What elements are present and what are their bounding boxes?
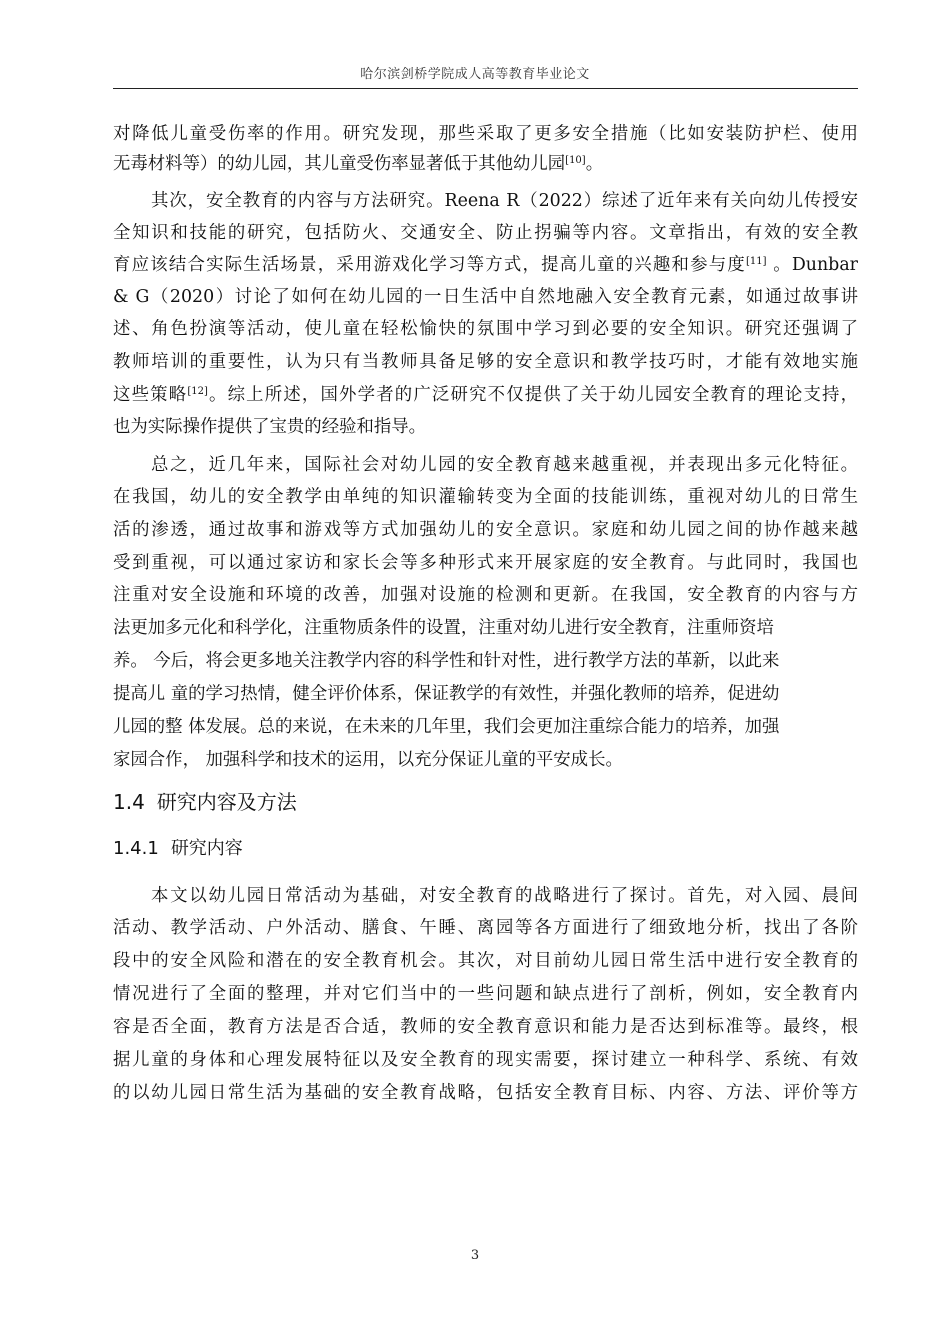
body-line: 对降低儿童受伤率的作用。研究发现，那些采取了更多安全措施（比如安装防护栏、使用 [113,124,858,144]
running-header: 哈尔滨剑桥学院成人高等教育毕业论文 [360,67,590,82]
body-line: 注重对安全设施和环境的改善，加强对设施的检测和更新。在我国，安全教育的内容与方 [113,585,858,605]
body-line: 在我国，幼儿的安全教学由单纯的知识灌输转变为全面的技能训练，重视对幼儿的日常生 [113,487,858,507]
citation-ref: [10] [565,155,586,166]
body-line: 养。 今后，将会更多地关注教学内容的科学性和针对性，进行教学方法的革新，以此来 [113,651,780,671]
body-line: 情况进行了全面的整理，并对它们当中的一些问题和缺点进行了剖析，例如，安全教育内 [113,984,858,1004]
body-line: 本文以幼儿园日常活动为基础，对安全教育的战略进行了探讨。首先，对入园、晨间 [151,886,858,906]
body-line: 据儿童的身体和心理发展特征以及安全教育的现实需要，探讨建立一种科学、系统、有效 [113,1050,858,1070]
body-line: 述、角色扮演等活动，使儿童在轻松愉快的氛围中学习到必要的安全知识。研究还强调了 [113,319,858,339]
section-heading: 1.4 研究内容及方法 [113,790,297,814]
header-divider [113,88,858,89]
body-line: 其次，安全教育的内容与方法研究。Reena R（2022）综述了近年来有关向幼儿传授安 [151,191,858,211]
body-line: 无毒材料等）的幼儿园，其儿童受伤率显著低于其他幼儿园[10]。 [113,154,604,174]
page-number: 3 [470,1248,480,1263]
subsection-heading: 1.4.1 研究内容 [113,838,243,859]
body-line: 也为实际操作提供了宝贵的经验和指导。 [113,417,427,437]
body-line: 教师培训的重要性，认为只有当教师具备足够的安全意识和教学技巧时，才能有效地实施 [113,352,858,372]
body-line: 这些策略[12]。综上所述，国外学者的广泛研究不仅提供了关于幼儿园安全教育的理论支持， [113,385,858,405]
citation-ref: [11] [745,256,767,267]
body-line: 段中的安全风险和潜在的安全教育机会。其次，对目前幼儿园日常生活中进行安全教育的 [113,951,858,971]
body-line: 全知识和技能的研究，包括防火、交通安全、防止拐骗等内容。文章指出，有效的安全教 [113,223,858,243]
body-line: 受到重视，可以通过家访和家长会等多种形式来开展家庭的安全教育。与此同时，我国也 [113,553,858,573]
body-line: 家园合作， 加强科学和技术的运用，以充分保证儿童的平安成长。 [113,750,623,770]
body-line: & G（2020）讨论了如何在幼儿园的一日生活中自然地融入安全教育元素，如通过故事讲 [113,287,858,307]
body-line: 活动、教学活动、户外活动、膳食、午睡、离园等各方面进行了细致地分析，找出了各阶 [113,918,858,938]
body-line: 法更加多元化和科学化，注重物质条件的设置，注重对幼儿进行安全教育，注重师资培 [113,618,774,638]
body-line: 活的渗透，通过故事和游戏等方式加强幼儿的安全意识。家庭和幼儿园之间的协作越来越 [113,520,858,540]
body-line: 容是否全面，教育方法是否合适，教师的安全教育意识和能力是否达到标准等。最终，根 [113,1017,858,1037]
body-line: 总之，近几年来，国际社会对幼儿园的安全教育越来越重视，并表现出多元化特征。 [151,455,858,475]
body-line: 提高儿 童的学习热情，健全评价体系，保证教学的有效性，并强化教师的培养，促进幼 [113,684,780,704]
citation-ref: [12] [187,386,208,397]
body-line: 育应该结合实际生活场景，采用游戏化学习等方式，提高儿童的兴趣和参与度[11] 。Dunbar [113,255,858,275]
body-line: 的以幼儿园日常生活为基础的安全教育战略，包括安全教育目标、内容、方法、评价等方 [113,1083,858,1103]
body-line: 儿园的整 体发展。总的来说，在未来的几年里，我们会更加注重综合能力的培养，加强 [113,717,780,737]
